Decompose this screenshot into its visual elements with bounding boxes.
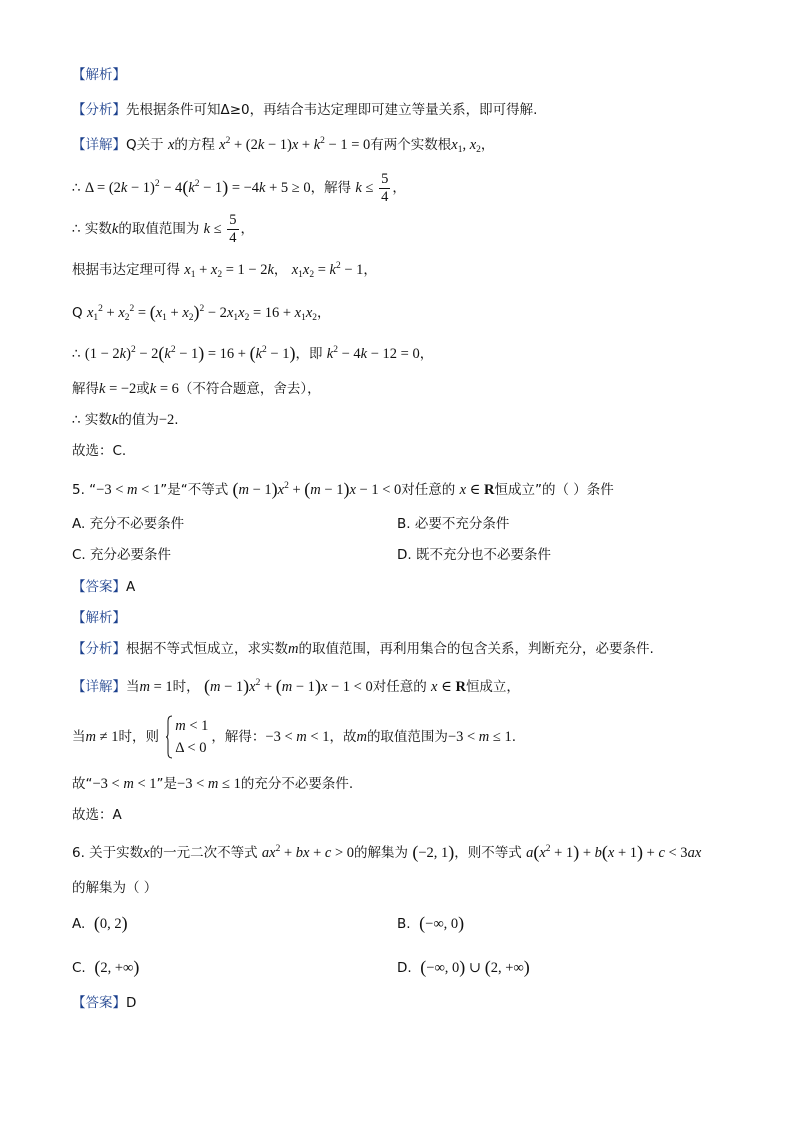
- q4-detail-line-2: ∴ $\Delta = (2k - 1)^2 - 4(k^2 - 1) = -4k + 5 \ge 0$，解得 k ≤ $\frac{5}{4}$ ，: [72, 171, 406, 206]
- q5-option-d[interactable]: D. 既不充分也不必要条件: [397, 547, 551, 563]
- q6-option-d[interactable]: D. (−∞, 0) ∪ (2, +∞): [397, 957, 530, 977]
- q5-answer: 【答案】A: [72, 579, 136, 595]
- q5-detail-line-3: 故“−3 < m < 1”是−3 < m ≤ 1的充分不必要条件.: [72, 776, 354, 792]
- brace-icon: [166, 715, 173, 759]
- q6-stem-line-2: 的解集为（ ）: [72, 880, 158, 896]
- q4-detail-line-5: Q $x_1^2 + x_2^2 = (x_1 + x_2)^2 - 2x_1x_2 = 16 + x_1x_2$，: [72, 302, 331, 323]
- q5-detail-line-2: 当m ≠ 1时，则 m < 1 Δ < 0 ，解得：−3 < m < 1，故m的取值范围为−3 < m ≤ 1.: [72, 712, 516, 762]
- q6-option-a[interactable]: A. (0, 2): [72, 913, 128, 933]
- q4-jiexi-heading: 【解析】: [72, 67, 126, 83]
- q5-choose: 故选：A: [72, 807, 122, 823]
- q6-option-b[interactable]: B. (−∞, 0): [397, 913, 465, 933]
- q4-detail-line-7: 解得k = −2或k = 6（不符合题意，舍去），: [72, 381, 321, 397]
- q4-choose: 故选：C.: [72, 443, 127, 459]
- q4-detail-line-4: 根据韦达定理可得 $x_1 + x_2 = 1 - 2k$， $x_1x_2 = k^2 - 1$，: [72, 261, 377, 280]
- q5-option-a[interactable]: A. 充分不必要条件: [72, 516, 185, 532]
- q4-detail-line-8: ∴ 实数k的值为−2.: [72, 412, 179, 428]
- q5-detail-line-1: 【详解】当m = 1时， $(m - 1)x^2 + (m - 1)x - 1 < 0$对任意的 x ∈ R恒成立，: [72, 676, 520, 696]
- q5-option-b[interactable]: B. 必要不充分条件: [397, 516, 510, 532]
- q5-option-c[interactable]: C. 充分必要条件: [72, 547, 172, 563]
- q4-detail-line-6: ∴ $(1 - 2k)^2 - 2(k^2 - 1) = 16 + (k^2 - 1)$，即 $k^2 - 4k - 12 = 0$，: [72, 343, 434, 363]
- q4-detail-line-1: 【详解】Q关于 x的方程 $x^2 + (2k - 1)x + k^2 - 1 = 0$有两个实数根$x_1$, $x_2$，: [72, 136, 495, 155]
- q6-option-c[interactable]: C. (2, +∞): [72, 957, 140, 977]
- q5-system-brace: m < 1 Δ < 0: [166, 715, 208, 759]
- q6-stem-line-1: 6. 关于实数x的一元二次不等式 $ax^2$ + bx + c > 0的解集为 (−2, 1)，则不等式 $a(x^2 + 1) + b(x + 1) + c < 3ax$: [72, 842, 702, 862]
- q5-analysis: 【分析】根据不等式恒成立，求实数m的取值范围，再利用集合的包含关系，判断充分，必要条件.: [72, 641, 654, 657]
- q4-detail-line-3: ∴ 实数k的取值范围为 k ≤ $\frac{5}{4}$ ，: [72, 212, 255, 247]
- q4-analysis: 【分析】先根据条件可知Δ≥0，再结合韦达定理即可建立等量关系，即可得解.: [72, 102, 538, 118]
- q5-stem: 5. “−3 < m < 1”是“不等式 $(m - 1)x^2 + (m - 1)x - 1 < 0$对任意的 x ∈ R恒成立”的（ ）条件: [72, 479, 614, 499]
- q6-answer: 【答案】D: [72, 995, 137, 1011]
- q5-jiexi-heading: 【解析】: [72, 610, 126, 626]
